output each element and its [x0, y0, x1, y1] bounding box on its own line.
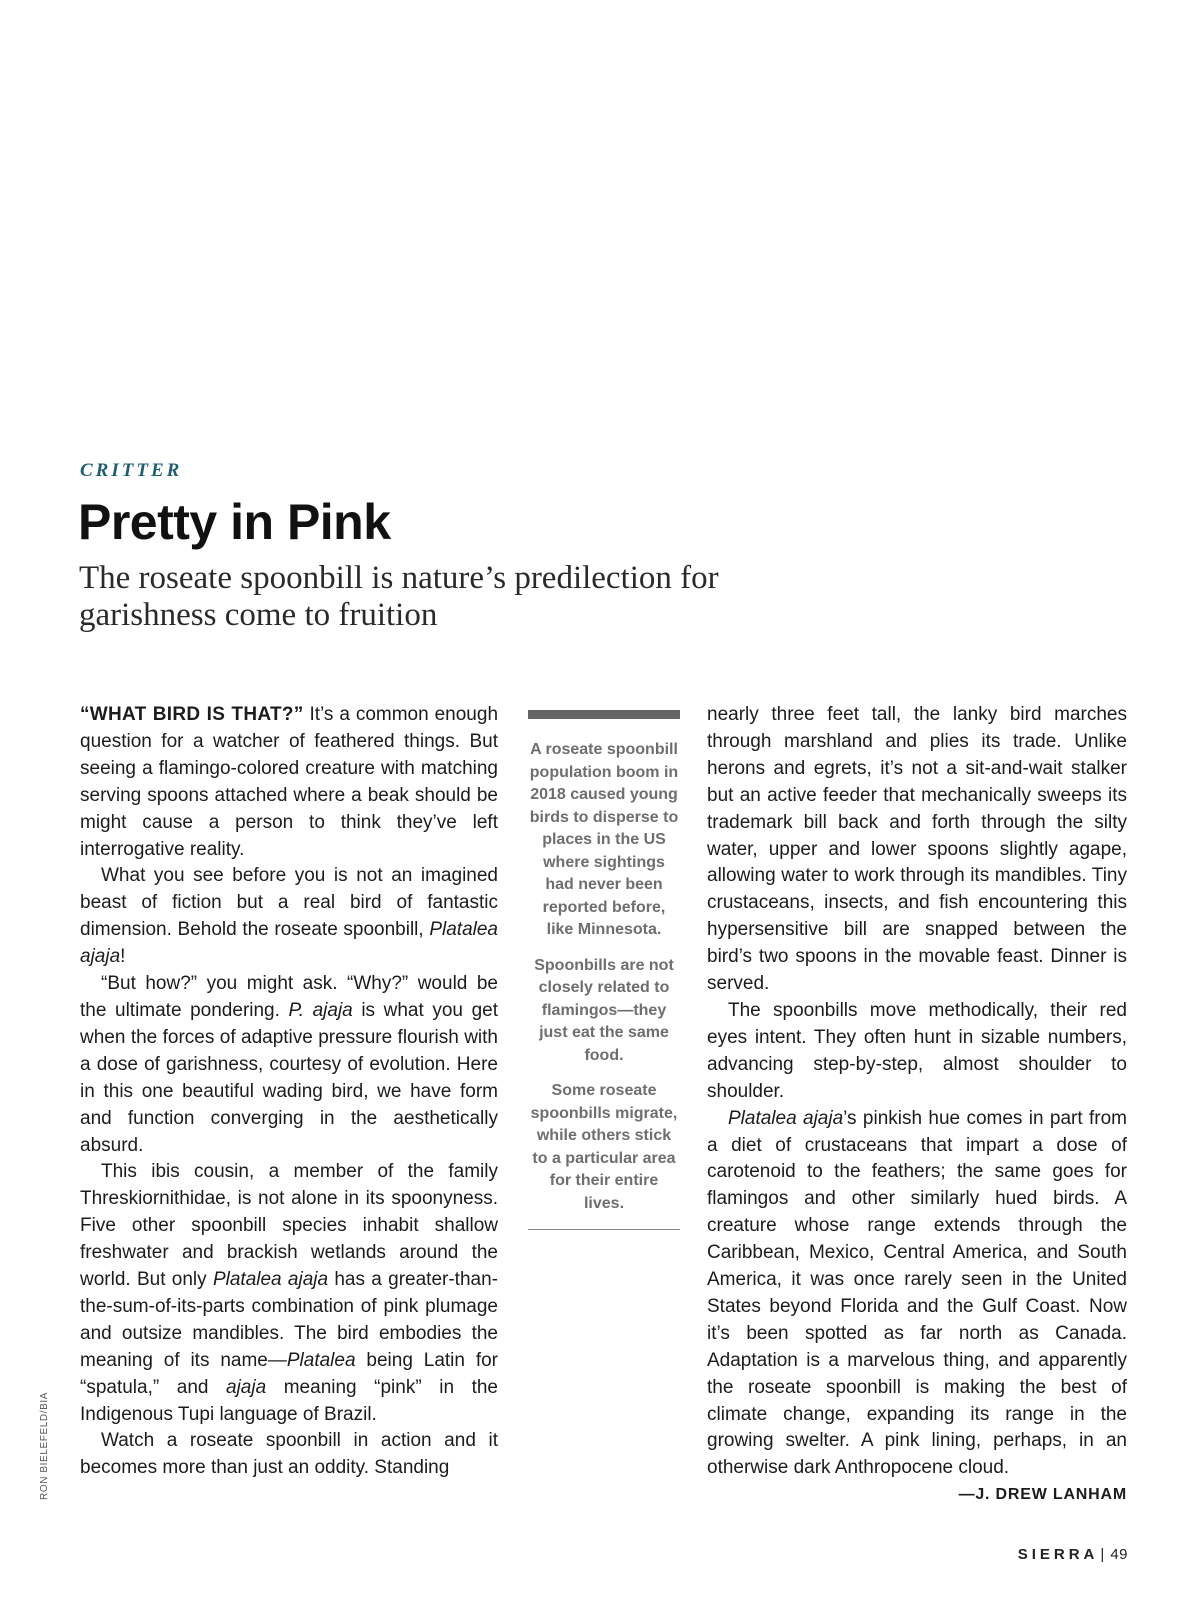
article-column-right: [707, 702, 1127, 1508]
folio-separator: |: [1100, 1546, 1105, 1563]
paragraph-5: Watch a roseate spoonbill in action and it becomes more than just an oddity. Standing: [80, 1430, 498, 1479]
lead-in: “WHAT BIRD IS THAT?”: [80, 704, 304, 725]
paragraph-4: This ibis cousin, a member of the family Threskiornithidae, is not alone in its spoonyness. Five other spoonbill species inhabit shallow freshwater and brackish wetlands around the world. But only Platalea ajaja has a greater-than-the-sum-of-its-parts combination of pink plumage and outsize mandibles. The bird embodies the meaning of its name—Platalea being Latin for “spatula,” and ajaja meaning “pink” in the Indigenous Tupi language of Brazil.: [80, 1161, 498, 1425]
article-subtitle: The roseate spoonbill is nature’s predilection for garishness come to fruition: [79, 560, 719, 633]
author-signature: —J. DREW LANHAM: [958, 1486, 1127, 1504]
article-title: Pretty in Pink: [78, 494, 391, 550]
sidebar-fact: Some roseate spoonbills migrate, while others stick to a particular area for their entire lives.: [530, 1082, 678, 1212]
page-folio: [1018, 1546, 1128, 1563]
paragraph-1: “WHAT BIRD IS THAT?” It’s a common enough question for a watcher of feathered things. But seeing a flamingo-colored creature with matching serving spoons attached where a beak should be might cause a person to think they’ve left interrogative reality.: [80, 704, 499, 860]
magazine-name: SIERRA: [1017, 1546, 1099, 1563]
paragraph-8: Platalea ajaja’s pinkish hue comes in part from a diet of crustaceans that impart a dose of carotenoid to the feathers; the same goes for flamingos and other similarly hued birds. A creature whose range extends through the Caribbean, Mexico, Central America, and South America, it was once rarely seen in the United States beyond Florida and the Gulf Coast. Now it’s been spotted as far north as Canada. Adaptation is a marvelous thing, and apparently the roseate spoonbill is making the best of climate change, expanding its range in the growing swelter. A pink lining, perhaps, in an otherwise dark Anthropocene cloud.: [707, 1107, 1127, 1479]
page-number: 49: [1110, 1546, 1128, 1563]
sidebar-fact: A roseate spoonbill population boom in 2018 caused young birds to disperse to places in the US where sightings had never been reported before, like Minnesota.: [529, 741, 679, 938]
photo-credit: RON BIELEFELD/BIA: [39, 1391, 50, 1500]
section-kicker: CRITTER: [80, 460, 183, 481]
facts-sidebar: [528, 710, 680, 1230]
paragraph-6: nearly three feet tall, the lanky bird marches through marshland and plies its trade. Unlike herons and egrets, it’s not a sit-and-wait stalker but an active feeder that mechanically sweeps its trademark bill back and forth through the silty water, upper and lower spoons slightly agape, allowing water to work through its mandibles. Tiny crustaceans, insects, and fish encountering this hypersensitive bill are snapped between the bird’s two spoons in the movable feast. Dinner is served.: [707, 704, 1127, 995]
paragraph-7: The spoonbills move methodically, their red eyes intent. They often hunt in sizable numbers, advancing step-by-step, almost shoulder to shoulder.: [707, 999, 1127, 1102]
paragraph-3: “But how?” you might ask. “Why?” would be the ultimate pondering. P. ajaja is what you get when the forces of adaptive pressure flourish with a dose of garishness, courtesy of evolution. Here in this one beautiful wading bird, we have form and function converging in the aesthetically absurd.: [80, 973, 498, 1156]
paragraph-2: What you see before you is not an imagined beast of fiction but a real bird of fantastic dimension. Behold the roseate spoonbill, Platalea ajaja!: [80, 865, 498, 968]
article-column-left: [80, 702, 498, 1482]
sidebar-fact: Spoonbills are not closely related to flamingos—they just eat the same food.: [534, 956, 674, 1064]
